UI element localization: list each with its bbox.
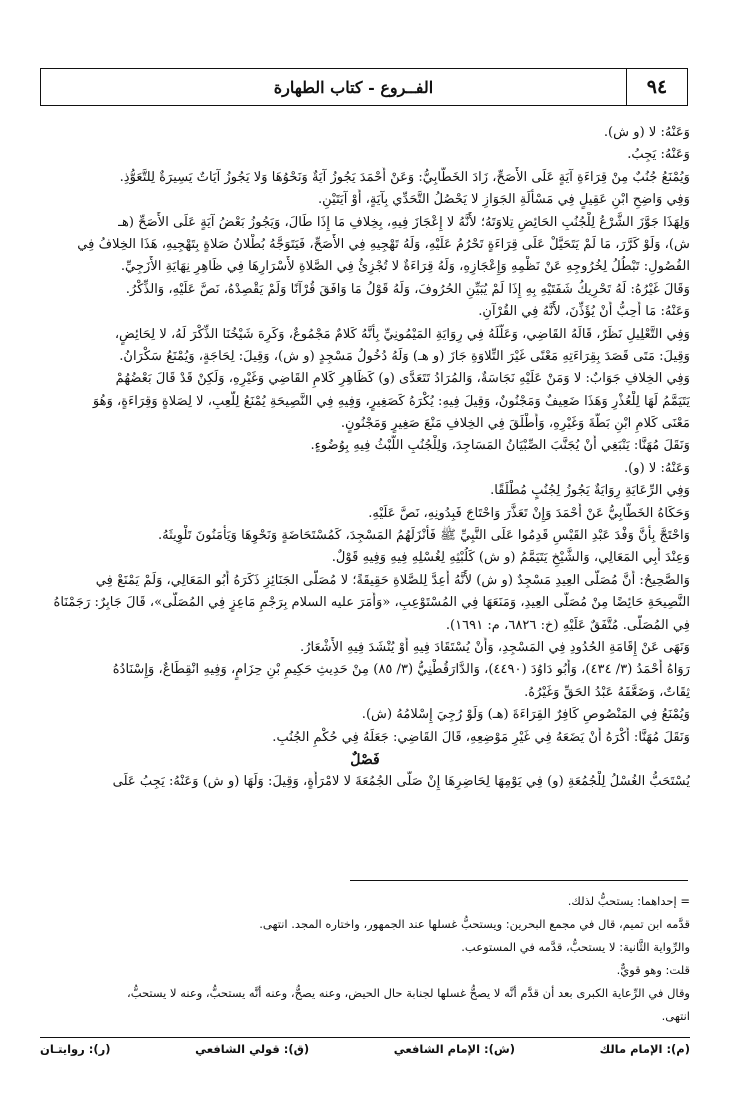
footnote-divider: [350, 880, 688, 881]
text-line: يَتَيَمَّمُ لَهَا لِلْعُذْرِ وَهَذَا ضَعِيفٌ وَمَجْنُونٌ، وَقِيلَ فِيهِ: يُكْرَهُ كَصَغِيرٍ، وَفِيهِ فِي النَّصِيحَةِ يُمْنَعُ لِلَّعِبِ، لا لِصَلاةٍ وَقِرَاءَةٍ، وَهُوَ: [92, 393, 690, 409]
text-line: مَعْنَى كَلامِ ابْنِ بَطَّةَ وَغَيْرِهِ، وَأَطْلَقَ فِي الخِلافِ مَنْعَ صَغِيرٍ وَمَجْنُونٍ.: [340, 416, 690, 432]
text-line: وَفِي الخِلافِ جَوَابٌ: لا وَمَنْ عَلَيْهِ نَجَاسَةٌ، وَالمُرَادُ تَتَعَدَّى (و) كَظَاهِرِ كَلامِ القَاضِي وَغَيْرِهِ، وَلَكِنْ قَدْ قَالَ بَعْضُهُمْ: [115, 371, 690, 387]
text-line: وَلِهَذَا جَوَّزَ الشَّرْعُ لِلْجُنُبِ الحَائِضِ تِلاوَتَهُ؛ لأَنَّهُ لا إِعْجَازَ فِيهِ، بِخِلافِ مَا إِذَا طَالَ، وَيَجُوزُ بَعْضُ آيَةٍ عَلَى الأَصَحِّ (هـ: [118, 214, 690, 230]
legend-item: (م): الإمام مالك: [599, 1042, 690, 1056]
footnote-line: = إحداهما: يستحبُّ لذلك.: [567, 894, 690, 908]
footnote-line: وقال في الرِّعاية الكبرى بعد أن قدَّم أنَّه لا يصحُّ غسلها لجنابة حال الحيض، وعنه يصحُّ، وعنه أنَّه يستحبُّ، وعنه لا يستحبُّ،: [126, 986, 690, 1000]
text-line: النَّصِيحَةِ حَائِضًا مِنْ مُصَلَّى العِيدِ، وَمَنَعَهَا فِي المُسْتَوْعِبِ، «وَأَمَرَ عليه السلام بِرَجْمِ مَاعِزٍ فِي المُصَلَّى»، قَالَ جَابِرٌ: رَجَمْنَاهُ: [53, 595, 690, 611]
chapter-title: الفــروع - كتاب الطهارة: [273, 77, 434, 97]
text-line: ش)، وَلَوْ كَرَّرَ، مَا لَمْ يَتَحَيَّلْ عَلَى قِرَاءَةٍ تَحْرُمُ عَلَيْهِ، وَلَهُ تَهْجِيهِ فِي الأَصَحِّ، فَيَتَوَجَّهُ بُطْلانُ صَلاةٍ بِتَهْجِيهِ، هَذَا الخِلافُ فِي: [77, 236, 690, 252]
text-line: وَعَنْهُ: مَا أُحِبُّ أَنْ يُؤَذِّنَ، لأَنَّهُ فِي القُرْآنِ.: [478, 304, 690, 320]
text-line: وَعَنْهُ: لا (و).: [623, 460, 690, 476]
text-line: يُسْتَحَبُّ الغُسْلُ لِلْجُمُعَةِ (و) فِي يَوْمِهَا لِحَاضِرِهَا إِنْ صَلَّى الجُمُعَةَ لا لامْرَأَةٍ، وَقِيلَ: وَلَهَا (و ش) وَعَنْهُ: يَجِبُ عَلَى: [112, 774, 690, 790]
text-line: وَفِي الرِّعَايَةِ رِوَايَةٌ يَجُوزُ لِجُنُبٍ مُطْلَقًا.: [490, 483, 690, 499]
text-line: ثِقَاتٌ، وَضَعَّفَهُ عَبْدُ الحَقِّ وَغَيْرُهُ.: [524, 684, 690, 700]
text-line: فِي المُصَلَّى. مُتَّفَقٌ عَلَيْهِ (خ: ٦٨٢٦، م: ١٦٩١).: [445, 617, 690, 633]
page-header: [40, 68, 688, 106]
text-line: وَقِيلَ: مَتَى قَصَدَ بِقِرَاءَتِهِ مَعْنًى غَيْرَ التِّلاوَةِ جَازَ (و هـ) وَلَهُ دُخُولُ مَسْجِدٍ (و ش)، وَقِيلَ: لِحَاجَةٍ، وَيُمْنَعُ سَكْرَانُ.: [119, 348, 690, 364]
footnote-line: انتهى.: [661, 1009, 690, 1023]
text-line: وَفِي وَاضِحِ ابْنِ عَقِيلٍ فِي مَسْأَلَةِ الجَوَازِ لا يَحْصُلُ التَّحَدِّي بِآيَةٍ، أَوْ آيَتَيْنِ.: [318, 192, 690, 208]
text-line: وَيُمْنَعُ فِي المَنْصُوصِ كَافِرٌ القِرَاءَةَ (هـ) وَلَوْ رُجِيَ إِسْلامُهُ (ش).: [361, 707, 690, 723]
text-line: وَعِنْدَ أَبِي المَعَالِي، وَالشَّيْخِ يَتَيَمَّمُ (و ش) كَلُبْثِهِ لِغُسْلِهِ فِيهِ وَفِيهِ قَوْلٌ.: [331, 550, 690, 566]
text-line: وَقَالَ غَيْرُهُ: لَهُ تَحْرِيكُ شَفَتَيْهِ بِهِ إِذَا لَمْ يُبَيِّنِ الحُرُوفَ، وَلَهُ قَوْلُ مَا وَافَقَ قُرْآنًا وَلَمْ يَقْصِدْهُ، نَصَّ عَلَيْهِ، وَالذِّكْرُ.: [125, 281, 690, 297]
page-number: ٩٤: [626, 69, 687, 105]
main-text: [40, 122, 690, 794]
footnote-line: والرِّواية الثَّانية: لا يستحبُّ، قدَّمه في المستوعب.: [461, 940, 690, 954]
text-line: وَعَنْهُ: يَجِبُ.: [627, 147, 690, 163]
text-line: وَنَقَلَ مُهَنَّا: أَكْرَهُ أَنْ يَضَعَهُ فِي غَيْرِ مَوْضِعِهِ، قَالَ القَاضِي: جَعَلَهُ فِي حُكْمِ الجُنُبِ.: [272, 729, 690, 745]
legend-divider: [40, 1037, 690, 1038]
legend-item: (ق): قولي الشافعي: [195, 1042, 310, 1056]
abbreviation-legend: [40, 1042, 690, 1056]
text-line: رَوَاهُ أَحْمَدُ (٣/ ٤٣٤)، وَأَبُو دَاوُدَ (٤٤٩٠)، وَالدَّارَقُطْنِيُّ (٣/ ٨٥) مِنْ حَدِيثِ حَكِيمِ بْنِ حِزَامٍ، وَفِيهِ انْقِطَاعٌ، وَإِسْنَادُهُ: [112, 662, 690, 678]
legend-item: (ش): الإمام الشافعي: [393, 1042, 516, 1056]
footnotes: [40, 890, 690, 1028]
text-line: وَنَقَلَ مُهَنَّا: يَنْبَغِي أَنْ يُجَنَّبَ الصِّبْيَانُ المَسَاجِدَ، وَلِلْجُنُبِ اللُّبْثُ فِيهِ بِوُضُوءٍ.: [310, 438, 690, 454]
text-line: الفُصُولِ: تَبْطُلُ لِخُرُوجِهِ عَنْ نَظْمِهِ وَإِعْجَازِهِ، وَلَهُ قِرَاءَةٌ لا تُجْزِئُ فِي الصَّلاةِ لأَسْرَارِهَا فِي ظَاهِرِ نِهَايَةِ الأَزَجِيِّ.: [120, 259, 690, 275]
text-line: وَحَكَاهُ الخَطَّابِيُّ عَنْ أَحْمَدَ وَإِنْ تَعَذَّرَ وَاحْتَاجَ فَبِدُونِهِ، نَصَّ عَلَيْهِ.: [368, 505, 690, 521]
footnote-line: قلت: وهو قويٌّ.: [616, 963, 690, 977]
text-line: وَالصَّحِيحُ: أَنَّ مُصَلَّى العِيدِ مَسْجِدٌ (و ش) لأَنَّهُ أُعِدَّ لِلصَّلاةِ حَقِيقَةً؛ لا مُصَلَّى الجَنَائِزِ ذَكَرَهُ أَبُو المَعَالِي، وَلَمْ يَمْنَعْ فِي: [95, 572, 690, 588]
text-line: وَيُمْنَعُ جُنُبٌ مِنْ قِرَاءَةِ آيَةٍ عَلَى الأَصَحِّ، زَادَ الخَطَّابِيُّ: وَعَنْ أَحْمَدَ يَجُوزُ آيَةٌ وَنَحْوُهَا وَلا يَجُوزُ آيَاتٌ يَسِيرَةٌ لِلتَّعَوُّذِ.: [119, 169, 690, 185]
footnote-line: قدَّمه ابن تميم، قال في مجمع البحرين: ويستحبُّ غسلها عند الجمهور، واختاره المجد. انتهى.: [259, 917, 690, 931]
text-line: وَعَنْهُ: لا (و ش).: [603, 125, 690, 140]
text-line: وَفِي التَّعْلِيلِ نَظَرٌ، قَالَهُ القَاضِي، وَعَلَّلَهُ فِي رِوَايَةِ المَيْمُونِيِّ بِأَنَّهُ كَلامٌ مَجْمُوعٌ، وَكَرِهَ شَيْخُنَا الذِّكْرَ لَهُ، لا لِحَائِضٍ،: [114, 326, 690, 342]
text-line: وَنَهَى عَنْ إِقَامَةِ الحُدُودِ فِي المَسْجِدِ، وَأَنْ يُسْتَقَادَ فِيهِ أَوْ يُنْشَدَ فِيهِ الأَشْعَارُ.: [299, 639, 690, 655]
text-line: وَاحْتَجَّ بِأَنَّ وَفْدَ عَبْدِ القَيْسِ قَدِمُوا عَلَى النَّبِيِّ ﷺ فَأَنْزَلَهُمُ المَسْجِدَ، كَمُسْتَحَاضَةٍ وَنَحْوِهَا وَيَأْمَنُونَ تَلْوِيثَهُ.: [157, 528, 690, 544]
section-heading: فَصْلٌ: [350, 751, 380, 768]
legend-item: (ر): روايتـان: [40, 1042, 111, 1056]
